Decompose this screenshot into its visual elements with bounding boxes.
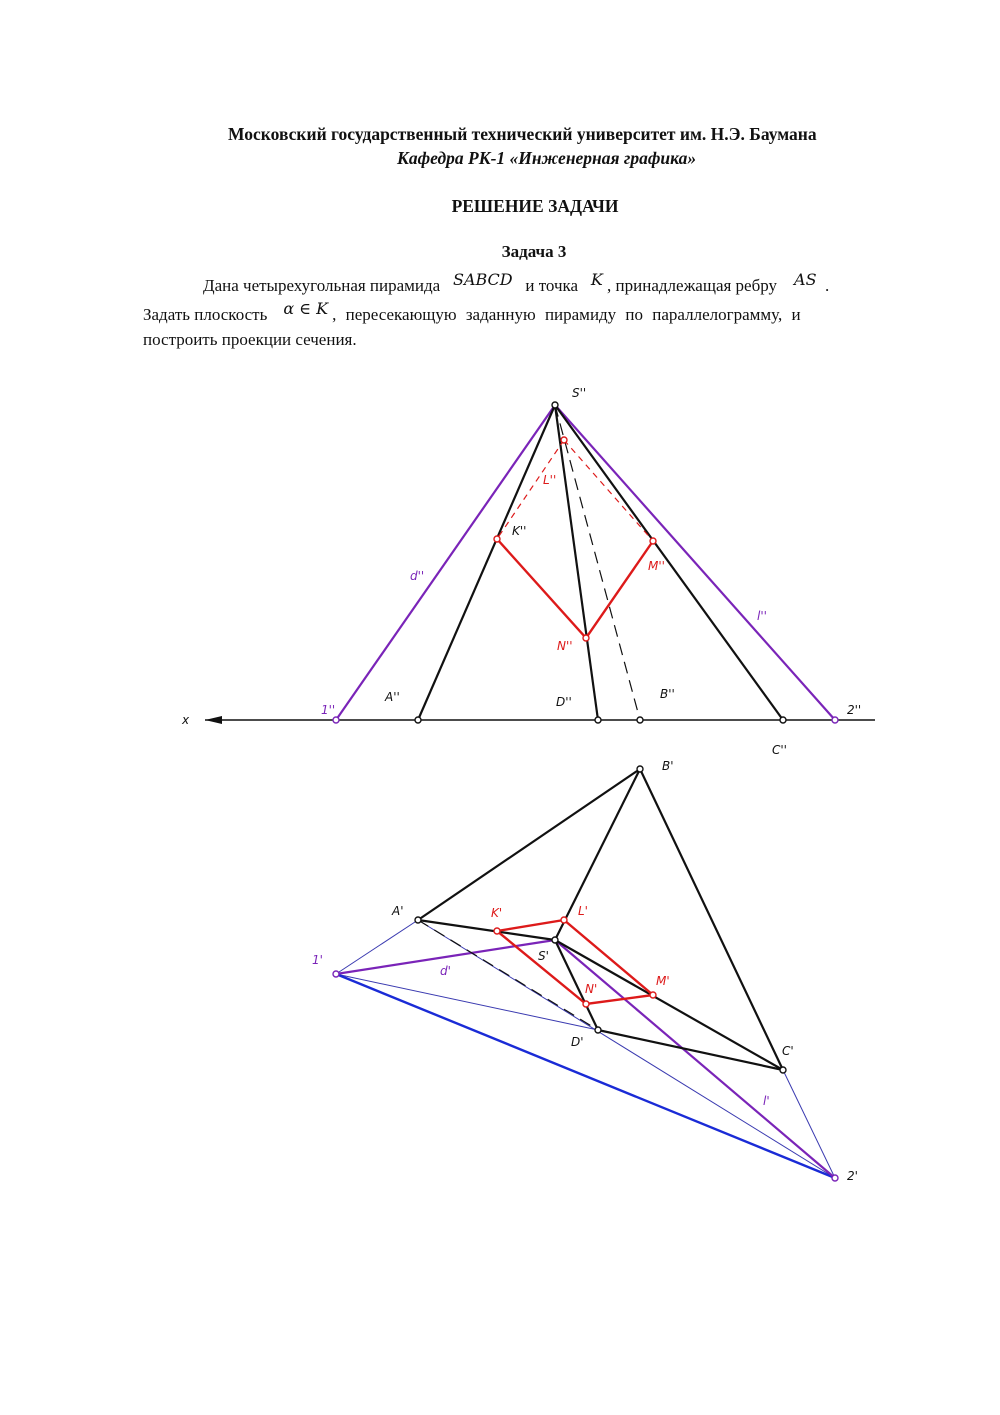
point-S-top [552, 937, 558, 943]
edge-symbol: AS [794, 270, 817, 289]
point-B-front [637, 717, 643, 723]
label-L-front: L'' [543, 473, 557, 487]
front-projection [181, 386, 875, 757]
point-M-top [650, 992, 656, 998]
point-C-front [780, 717, 786, 723]
point-S-front [552, 402, 558, 408]
task-title: Задача 3 [501, 242, 567, 261]
edge-AB-top [418, 769, 640, 920]
line-l-top [555, 940, 835, 1178]
edge-SB-top [555, 769, 640, 940]
label-K-front: K'' [512, 524, 527, 538]
point-N-top [583, 1001, 589, 1007]
edge-BC-top [640, 769, 783, 1070]
point-K-front [494, 536, 500, 542]
label-B-top: B' [662, 759, 674, 773]
label-l-front: l'' [757, 609, 767, 623]
section-LM-front-hidden [564, 440, 653, 541]
point-K-top [494, 928, 500, 934]
section-KLMN-top [497, 920, 653, 1004]
label-K-top: K' [491, 906, 503, 920]
edge-SC-front [555, 405, 783, 720]
label-C-front: C'' [772, 743, 787, 757]
construction-1A [336, 920, 418, 974]
label-M-front: M'' [648, 559, 665, 573]
point-2-front [832, 717, 838, 723]
label-M-top: M' [656, 974, 670, 988]
point-1-top [333, 971, 339, 977]
label-C-top: C' [782, 1044, 794, 1058]
label-S-top: S' [538, 949, 549, 963]
label-1-front: 1'' [321, 703, 336, 717]
task-text: , принадлежащая ребру [607, 276, 778, 295]
x-axis-arrow-icon [205, 716, 222, 724]
label-B-front: B'' [660, 687, 675, 701]
label-S-front: S'' [572, 386, 587, 400]
label-D-front: D'' [556, 695, 572, 709]
point-D-top [595, 1027, 601, 1033]
task-text: . [825, 276, 830, 295]
section-KL-front-hidden [497, 440, 564, 539]
label-N-front: N'' [557, 639, 573, 653]
label-D-top: D' [571, 1035, 584, 1049]
task-text: Задать плоскость [143, 305, 268, 324]
task-text-line-3: построить проекции сечения. [143, 330, 357, 349]
label-A-front: A'' [385, 690, 400, 704]
line-d-front [336, 405, 555, 720]
point-B-top [637, 766, 643, 772]
label-d-top: d' [440, 964, 451, 978]
pyramid-symbol: SABCD [452, 270, 513, 289]
point-M-front [650, 538, 656, 544]
plane-symbol: α ∈ K [283, 299, 329, 318]
label-1-top: 1' [312, 953, 323, 967]
label-L-top: L' [578, 904, 588, 918]
edge-CD-top [598, 1030, 783, 1070]
label-l-top: l' [763, 1094, 770, 1108]
point-C-top [780, 1067, 786, 1073]
point-symbol: K [590, 270, 603, 289]
label-2-front: 2'' [847, 703, 862, 717]
task-text: , пересекающую заданную пирамиду по параллелограмму, и [332, 305, 801, 324]
label-2-top: 2' [847, 1169, 858, 1183]
label-A-top: A' [392, 904, 404, 918]
point-D-front [595, 717, 601, 723]
point-1-front [333, 717, 339, 723]
point-A-front [415, 717, 421, 723]
label-N-top: N' [585, 982, 598, 996]
top-projection [312, 759, 858, 1183]
department-name: Кафедра РК-1 «Инженерная графика» [397, 148, 697, 168]
point-L-front [561, 437, 567, 443]
task-text: и точка [525, 276, 579, 295]
university-name: Московский государственный технический университет им. Н.Э. Баумана [228, 124, 817, 144]
edge-SA-top [418, 920, 555, 940]
point-A-top [415, 917, 421, 923]
point-2-top [832, 1175, 838, 1181]
point-N-front [583, 635, 589, 641]
label-d-front: d'' [410, 569, 425, 583]
point-L-top [561, 917, 567, 923]
label-x-axis: x [182, 713, 190, 727]
edge-SD-front [555, 405, 598, 720]
solution-title: РЕШЕНИЕ ЗАДАЧИ [451, 196, 619, 216]
task-text: Дана четырехугольная пирамида [203, 276, 441, 295]
edge-SA-front [418, 405, 555, 720]
